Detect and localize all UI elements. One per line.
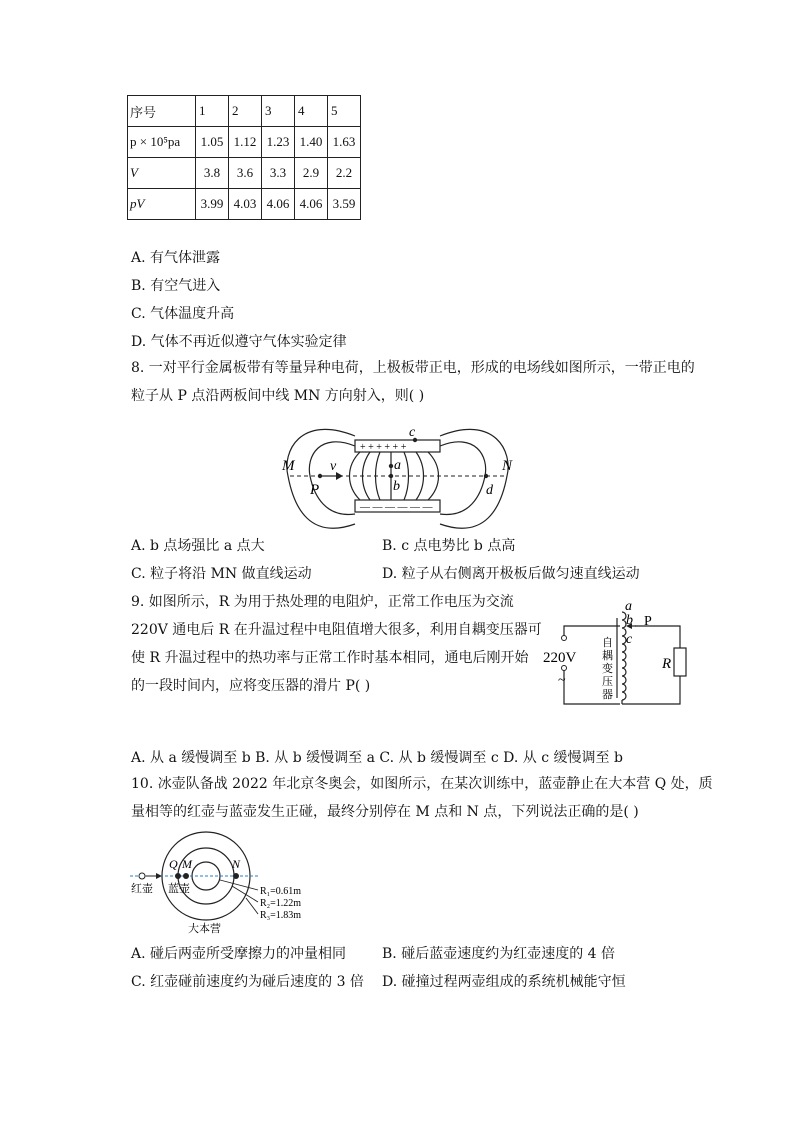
q9-stem-line2: 220V 通电后 R 在升温过程中电阻值增大很多，利用自耦变压器可 (131, 622, 542, 638)
label-r2: R₂=1.22m (260, 898, 302, 909)
q7-option-a: A. 有气体泄露 (131, 250, 221, 266)
table-cell: 4.06 (295, 189, 328, 220)
table-cell: 1.23 (262, 127, 295, 158)
table-cell: 4.06 (262, 189, 295, 220)
q8-option-c: C. 粒子将沿 MN 做直线运动 (131, 566, 312, 582)
table-row (128, 189, 361, 220)
q8-stem-line1: 8. 一对平行金属板带有等量异种电荷，上极板带正电，形成的电场线如图所示，一带正电的 (131, 360, 695, 376)
curling-house-figure (128, 828, 328, 936)
label-c: c (409, 425, 416, 440)
table-cell: 3.8 (196, 158, 229, 189)
table-cell: 2 (229, 96, 262, 127)
q10-option-c: C. 红壶碰前速度约为碰后速度的 3 倍 (131, 974, 364, 990)
q9-stem-line3: 使 R 升温过程中的热功率与正常工作时基本相同，通电后刚开始 (131, 650, 529, 666)
label-n: N (232, 857, 241, 871)
label-r: R (662, 656, 672, 672)
q10-stem-line2: 量相等的红壶与蓝壶发生正碰，最终分别停在 M 点和 N 点，下列说法正确的是( ) (131, 804, 639, 820)
label-220v: 220V (543, 650, 577, 666)
q8-option-a: A. b 点场强比 a 点大 (131, 538, 265, 554)
label-d: d (486, 483, 493, 498)
pressure-volume-table (127, 95, 361, 220)
table-cell: 1.40 (295, 127, 328, 158)
q10-option-b: B. 碰后蓝壶速度约为红壶速度的 4 倍 (382, 946, 615, 962)
plate-minus-signs: — — — — — — (360, 502, 433, 513)
label-red-stone: 红壶 (131, 883, 153, 895)
table-cell: 4 (295, 96, 328, 127)
table-cell: 4.03 (229, 189, 262, 220)
q9-stem-line1: 9. 如图所示，R 为用于热处理的电阻炉，正常工作电压为交流 (131, 594, 514, 610)
table-row-label: pV (128, 189, 196, 220)
transformer-char: 耦 (602, 650, 613, 662)
table-cell: 3.59 (328, 189, 361, 220)
table-row-label: V (128, 158, 196, 189)
table-cell: 2.9 (295, 158, 328, 189)
label-n: N (502, 458, 513, 474)
q8-stem-line2: 粒子从 P 点沿两板间中线 MN 方向射入，则( ) (131, 388, 425, 404)
label-q: Q (169, 857, 178, 871)
transformer-char: 压 (602, 676, 613, 688)
label-v: v (330, 459, 337, 474)
label-p: P (644, 614, 652, 629)
label-a: a (394, 458, 401, 473)
label-m: M (182, 857, 192, 871)
q10-stem-line1: 10. 冰壶队备战 2022 年北京冬奥会，如图所示，在某次训练中，蓝壶静止在大本营 Q 处，质 (131, 776, 713, 792)
label-a: a (625, 599, 632, 614)
transformer-char: 器 (602, 689, 613, 701)
plate-plus-signs: + + + + + + (360, 442, 407, 453)
label-b: b (393, 479, 400, 494)
transformer-char: 变 (602, 663, 613, 675)
table-cell: 3.99 (196, 189, 229, 220)
label-blue-stone: 蓝壶 (168, 883, 190, 895)
electric-field-figure (280, 412, 520, 542)
q7-option-b: B. 有空气进入 (131, 278, 221, 294)
q9-options: A. 从 a 缓慢调至 b B. 从 b 缓慢调至 a C. 从 b 缓慢调至 c D. 从 c 缓慢调至 b (131, 750, 623, 766)
q7-option-d: D. 气体不再近似遵守气体实验定律 (131, 334, 347, 350)
table-cell: 3.6 (229, 158, 262, 189)
label-b: b (626, 613, 633, 628)
table-row (128, 127, 361, 158)
ac-symbol: ~ (558, 673, 566, 688)
transformer-char: 自 (602, 637, 613, 649)
table-cell: 2.2 (328, 158, 361, 189)
table-cell: 3.3 (262, 158, 295, 189)
label-p: P (310, 482, 320, 498)
q8-option-d: D. 粒子从右侧离开极板后做匀速直线运动 (382, 566, 640, 582)
q8-option-b: B. c 点电势比 b 点高 (382, 538, 516, 554)
table-row (128, 96, 361, 127)
table-cell: 1 (196, 96, 229, 127)
table-row-label: p × 10⁵pa (128, 127, 196, 158)
label-r1: R₁=0.61m (260, 886, 302, 897)
label-m: M (282, 458, 295, 474)
table-cell: 1.05 (196, 127, 229, 158)
label-c: c (626, 632, 633, 647)
table-cell: 5 (328, 96, 361, 127)
table-cell: 3 (262, 96, 295, 127)
autotransformer-figure (540, 598, 700, 710)
table-cell: 1.63 (328, 127, 361, 158)
label-r3: R₃=1.83m (260, 910, 302, 921)
table-row (128, 158, 361, 189)
q10-option-d: D. 碰撞过程两壶组成的系统机械能守恒 (382, 974, 626, 990)
label-house: 大本营 (188, 923, 221, 935)
q7-option-c: C. 气体温度升高 (131, 306, 235, 322)
q10-option-a: A. 碰后两壶所受摩擦力的冲量相同 (131, 946, 347, 962)
q9-stem-line4: 的一段时间内，应将变压器的滑片 P( ) (131, 678, 371, 694)
table-row-label: 序号 (128, 96, 196, 127)
table-cell: 1.12 (229, 127, 262, 158)
